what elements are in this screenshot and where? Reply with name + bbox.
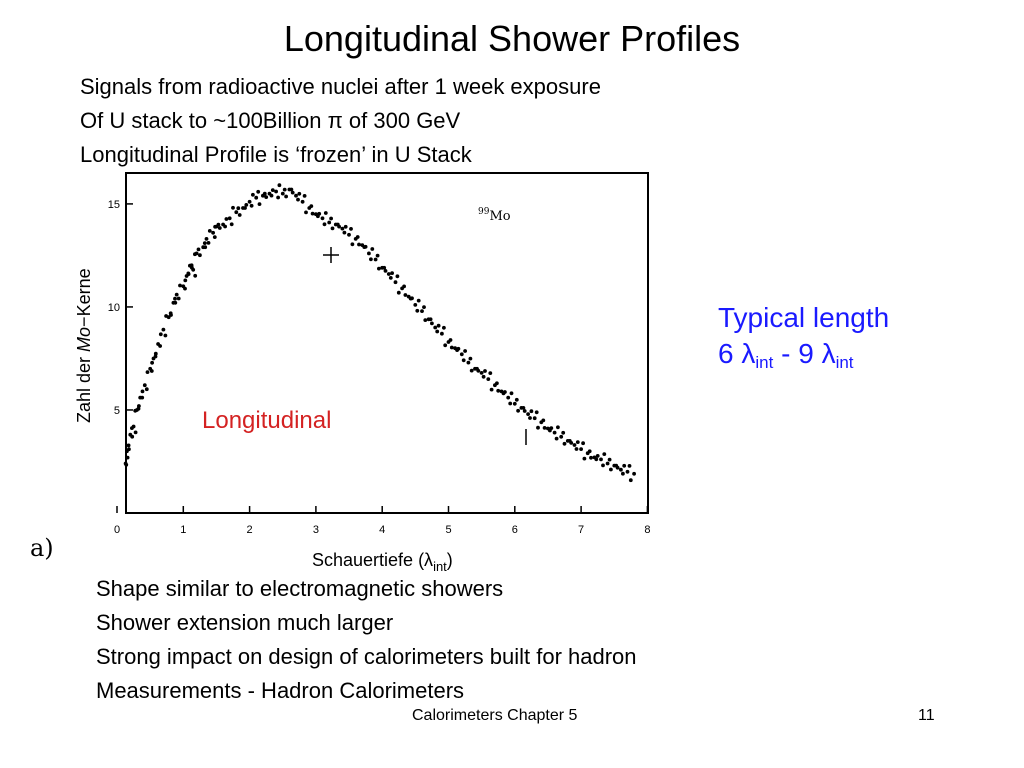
data-point: [475, 367, 479, 371]
data-point: [218, 226, 222, 230]
data-point: [311, 212, 315, 216]
data-point: [193, 274, 197, 278]
data-point: [197, 248, 201, 252]
data-point: [394, 280, 398, 284]
data-point: [396, 274, 400, 278]
data-point: [137, 404, 141, 408]
data-point: [369, 257, 373, 261]
data-point: [207, 241, 211, 245]
data-point: [234, 210, 238, 214]
data-point: [423, 318, 427, 322]
data-point: [357, 243, 361, 247]
data-point: [575, 447, 579, 451]
data-point: [203, 241, 207, 245]
y-tick-label: 15: [107, 198, 120, 211]
data-point: [143, 383, 147, 387]
longitudinal-label: Longitudinal: [202, 407, 332, 434]
data-point: [601, 464, 605, 468]
data-point: [127, 444, 131, 448]
x-tick-label: 4: [379, 524, 386, 536]
data-point: [429, 317, 433, 321]
data-point: [463, 349, 467, 353]
data-point: [351, 242, 355, 246]
data-point: [449, 338, 453, 342]
data-point: [133, 409, 137, 413]
data-point: [145, 387, 149, 391]
data-point: [596, 454, 600, 458]
data-point: [296, 198, 300, 202]
data-point: [530, 409, 534, 413]
data-point: [417, 299, 421, 303]
data-point: [173, 297, 177, 301]
data-point: [599, 458, 603, 462]
data-point: [347, 233, 351, 237]
data-point: [303, 194, 307, 198]
data-point: [469, 357, 473, 361]
data-point: [629, 478, 633, 482]
data-point: [175, 293, 179, 297]
data-point: [140, 396, 144, 400]
side-line: 6 $\lambda_{int} - 9$ $\lambda_{int}$: [718, 338, 854, 372]
data-point: [433, 326, 437, 330]
data-point: [321, 216, 325, 220]
data-point: [154, 355, 158, 359]
data-point: [528, 416, 532, 420]
data-point: [294, 194, 298, 198]
data-point: [626, 470, 630, 474]
data-point: [270, 194, 274, 198]
side-line: Typical length: [718, 302, 890, 333]
data-point: [622, 464, 626, 468]
data-point: [150, 369, 154, 373]
data-point: [602, 452, 606, 456]
data-point: [397, 291, 401, 295]
data-point: [483, 369, 487, 373]
axis-ticks: [108, 199, 651, 536]
data-point: [228, 216, 232, 220]
data-point: [248, 200, 252, 204]
x-tick-label: 7: [578, 524, 585, 536]
data-point: [541, 419, 545, 423]
data-point: [573, 443, 577, 447]
data-point: [583, 457, 587, 461]
data-point: [413, 303, 417, 307]
x-tick-label: 1: [180, 524, 187, 536]
y-tick-label: 5: [113, 404, 120, 417]
data-point: [443, 343, 447, 347]
data-point: [422, 305, 426, 309]
panel-fragment: a): [30, 534, 54, 562]
data-point: [568, 439, 572, 443]
data-point: [158, 344, 162, 348]
data-point: [510, 391, 514, 395]
data-point: [309, 204, 313, 208]
data-point: [559, 435, 563, 439]
data-point: [258, 202, 262, 206]
notes-text: [96, 572, 637, 708]
typical-length-note: [718, 300, 889, 381]
data-point: [329, 217, 333, 221]
data-point: [284, 195, 288, 199]
data-point: [430, 322, 434, 326]
data-point: [190, 266, 194, 270]
data-point: [164, 314, 168, 318]
data-point: [621, 472, 625, 476]
y-tick-label: 10: [107, 301, 120, 314]
data-point: [223, 225, 227, 229]
data-point: [467, 361, 471, 365]
data-point: [256, 190, 260, 194]
data-point: [134, 431, 138, 435]
data-point: [301, 200, 305, 204]
data-point: [382, 266, 386, 270]
data-point: [543, 426, 547, 430]
slide-title: Longitudinal Shower Profiles: [283, 18, 741, 59]
data-point: [146, 370, 150, 374]
data-point: [283, 188, 287, 192]
data-point: [141, 390, 145, 394]
data-point: [579, 447, 583, 451]
note-line: Shower extension much larger: [96, 610, 394, 635]
data-point: [460, 352, 464, 356]
data-point: [377, 267, 381, 271]
note-line: Measurements - Hadron Calorimeters: [96, 678, 465, 703]
data-point: [376, 254, 380, 258]
data-point: [203, 245, 207, 249]
data-point: [304, 211, 308, 215]
data-point: [341, 227, 345, 231]
data-point: [588, 449, 592, 453]
data-point: [238, 213, 242, 217]
data-point: [435, 330, 439, 334]
data-point: [231, 206, 235, 210]
data-point: [130, 435, 134, 439]
x-tick-label: 5: [445, 524, 452, 536]
data-point: [420, 309, 424, 313]
data-point: [327, 221, 331, 225]
data-point: [150, 361, 154, 365]
x-tick-label: 0: [113, 524, 121, 536]
data-point: [404, 293, 408, 297]
data-point: [389, 276, 393, 280]
data-point: [243, 206, 247, 210]
data-point: [297, 192, 301, 196]
data-point: [281, 192, 285, 196]
data-point: [127, 447, 131, 451]
data-point: [536, 426, 540, 430]
data-point: [495, 381, 499, 385]
data-point: [236, 206, 240, 210]
isotope-annotation: $^{99}$Mo: [478, 207, 511, 224]
data-point: [555, 437, 559, 441]
error-bars: [323, 247, 526, 445]
data-point: [606, 462, 610, 466]
data-point: [513, 402, 517, 406]
data-point: [336, 223, 340, 227]
shower-profile-chart: [60, 165, 660, 575]
data-point: [211, 231, 215, 235]
data-point: [178, 284, 182, 288]
plot-frame: [126, 173, 648, 513]
data-point: [213, 225, 217, 229]
data-point: [556, 425, 560, 429]
data-point: [486, 377, 490, 381]
data-point: [213, 235, 217, 239]
data-point: [356, 235, 360, 239]
data-point: [344, 225, 348, 229]
data-point: [183, 287, 187, 291]
data-point: [515, 398, 519, 402]
data-point: [632, 472, 636, 476]
data-point: [193, 252, 197, 256]
data-point: [440, 332, 444, 336]
data-point: [370, 247, 374, 251]
data-point: [576, 440, 580, 444]
data-point: [349, 227, 353, 231]
data-points: [124, 183, 636, 482]
data-point: [387, 272, 391, 276]
data-point: [482, 375, 486, 379]
data-point: [367, 252, 371, 256]
data-point: [323, 222, 327, 226]
data-point: [276, 196, 280, 200]
data-point: [502, 392, 506, 396]
data-point: [205, 237, 209, 241]
data-point: [614, 464, 618, 468]
data-point: [278, 183, 282, 187]
data-point: [254, 196, 258, 200]
data-point: [264, 195, 268, 199]
data-point: [415, 309, 419, 313]
data-point: [522, 406, 526, 410]
data-point: [177, 297, 181, 301]
data-point: [208, 229, 212, 233]
data-point: [331, 227, 335, 231]
data-point: [198, 253, 202, 257]
data-point: [589, 456, 593, 460]
note-line: Shape similar to electromagnetic showers: [96, 576, 504, 601]
data-point: [526, 412, 530, 416]
x-axis-label: Schauertiefe $(\lambda_{int})$: [312, 550, 453, 574]
intro-line: Longitudinal Profile is ‘frozen’ in U Stack: [80, 142, 472, 167]
data-point: [561, 431, 565, 435]
footer-text: Calorimeters Chapter 5: [412, 707, 578, 724]
data-point: [533, 416, 537, 420]
data-point: [173, 301, 177, 305]
data-point: [271, 188, 275, 192]
note-line: Strong impact on design of calorimeters built for hadron: [96, 644, 637, 669]
page-number: 11: [918, 707, 935, 724]
x-tick-label: 8: [644, 524, 651, 536]
data-point: [162, 328, 166, 332]
data-point: [130, 426, 134, 430]
data-point: [581, 441, 585, 445]
data-point: [343, 231, 347, 235]
x-tick-label: 6: [511, 524, 518, 536]
data-point: [169, 311, 173, 315]
data-point: [535, 410, 539, 414]
data-point: [217, 223, 221, 227]
data-point: [563, 442, 567, 446]
data-point: [455, 348, 459, 352]
data-point: [324, 211, 328, 215]
data-point: [553, 431, 557, 435]
data-point: [462, 358, 466, 362]
intro-line: Signals from radioactive nuclei after 1 week exposure: [80, 74, 601, 99]
data-point: [442, 326, 446, 330]
data-point: [609, 468, 613, 472]
data-point: [362, 245, 366, 249]
data-point: [124, 463, 128, 467]
data-point: [225, 217, 229, 221]
data-point: [230, 222, 234, 226]
data-point: [594, 457, 598, 461]
data-point: [628, 464, 632, 468]
data-point: [506, 396, 510, 400]
data-point: [402, 285, 406, 289]
y-axis-label: Zahl der Mo−Kerne: [74, 268, 94, 423]
data-point: [608, 458, 612, 462]
data-point: [409, 297, 413, 301]
data-point: [470, 369, 474, 373]
data-point: [390, 271, 394, 275]
data-point: [263, 192, 267, 196]
x-tick-label: 2: [246, 524, 253, 536]
data-point: [508, 402, 512, 406]
intro-line: Of U stack to ~100Billion π of 300 GeV: [80, 108, 461, 133]
data-point: [274, 190, 278, 194]
data-point: [316, 214, 320, 218]
data-point: [490, 388, 494, 392]
data-point: [516, 409, 520, 413]
data-point: [450, 346, 454, 350]
data-point: [250, 204, 254, 208]
x-tick-label: 3: [312, 524, 319, 536]
data-point: [126, 456, 130, 460]
data-point: [496, 389, 500, 393]
data-point: [251, 193, 255, 197]
data-point: [290, 188, 294, 192]
data-point: [159, 332, 163, 336]
data-point: [187, 272, 191, 276]
data-point: [437, 324, 441, 328]
data-point: [619, 468, 623, 472]
data-point: [164, 334, 168, 338]
data-point: [480, 371, 484, 375]
intro-text: [80, 70, 601, 172]
data-point: [548, 429, 552, 433]
data-point: [374, 258, 378, 262]
data-point: [488, 371, 492, 375]
data-point: [183, 279, 187, 283]
